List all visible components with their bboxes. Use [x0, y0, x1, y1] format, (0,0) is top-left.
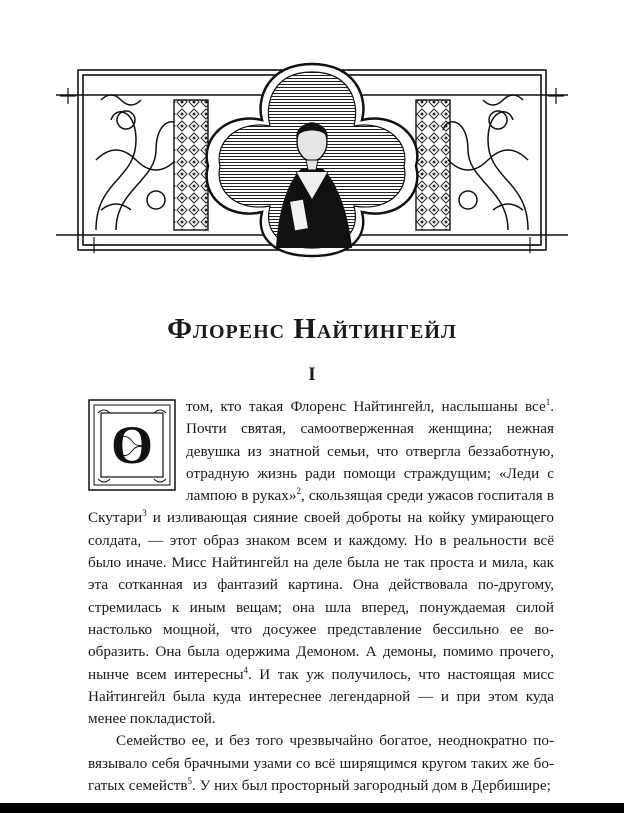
header-illustration	[56, 60, 568, 260]
dropcap-letter: О	[110, 415, 154, 475]
footnote-ref[interactable]: 5	[187, 775, 193, 786]
chapter-number: I	[308, 364, 316, 385]
floral-ornament-right	[443, 95, 528, 230]
portrait-medallion	[207, 64, 418, 256]
paragraph-2	[88, 730, 554, 797]
text-segment: . И так уж получилось, что настоящая мисс Найтингейл была куда интереснее легендарной — и при этом куда менее покладистой.	[88, 665, 554, 728]
dropcap-initial	[88, 399, 176, 491]
footnote-ref[interactable]: 2	[296, 486, 301, 497]
page-bottom-edge	[0, 803, 624, 813]
floral-ornament-left	[96, 95, 181, 230]
chapter-title: Флоренс Найтингейл	[167, 313, 457, 345]
text-segment: том, кто такая Флоренс Найтингейл, наслышаны все	[186, 398, 546, 415]
footnote-ref[interactable]: 4	[243, 664, 249, 675]
text-segment: Семейство ее, и без того чрезвычайно богатое, неоднократно повязывало себя брачными узами со всё ширящимся кругом таких же богатых семейств	[88, 732, 554, 795]
text-segment: , скользящая среди ужасов госпиталя в Скутари	[88, 487, 554, 527]
lattice-panel-right	[416, 100, 450, 230]
text-segment: и изливающая сияние своей доброты на койку умирающего солдата, — этот образ знаком всем и каждому. Но в реальности всё было иначе. Мисс Найтингейл на деле была не так проста и мила, как эта сотканная из фантазий картина. Она действовала по-другому, стремилась к иным вещам; она шла вперед, понуждаемая силой настолько мощной, что досужее представление бессильно ее вообразить. Она была одержима Демоном. А демоны, помимо прочего, нынче всем интересны	[88, 509, 554, 683]
footnote-ref[interactable]: 1	[545, 396, 551, 407]
text-segment: . Почти святая, самоотверженная женщина; нежная девушка из знатной семьи, что отвергла беззаботную, отрадную жизнь ради помощи страждущим; «Леди с лампою в руках»	[186, 398, 554, 505]
body-text	[88, 396, 554, 797]
lattice-panel-left	[174, 100, 208, 230]
footnote-ref[interactable]: 3	[142, 508, 147, 519]
text-segment: . У них был просторный загородный дом в Дербишире;	[192, 777, 551, 795]
